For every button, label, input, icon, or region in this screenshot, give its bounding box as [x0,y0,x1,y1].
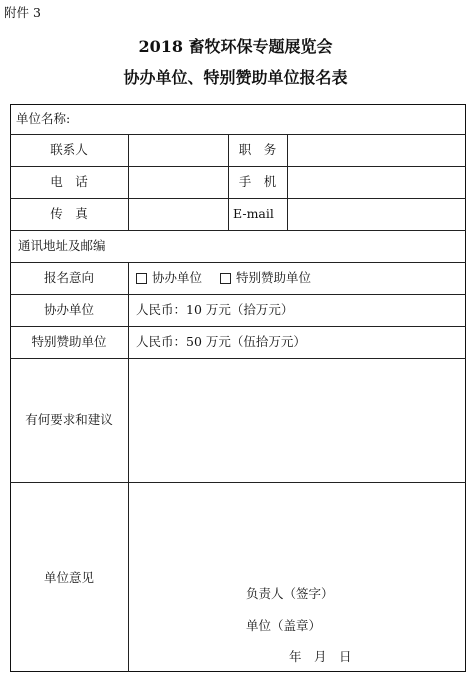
intent-label: 报名意向 [43,270,94,285]
row-divider [10,134,466,135]
row-divider [10,262,466,263]
co-host-option-label: 协办单位 [152,270,203,285]
mobile-label: 手 机 [238,174,277,189]
suggestions-field[interactable] [129,359,465,481]
phone-label: 电 话 [50,174,88,189]
opinion-field[interactable] [129,483,465,573]
co-host-label: 协办单位 [43,302,94,317]
address-label: 通讯地址及邮编 [18,238,106,253]
row-divider [10,166,466,167]
unit-name-label: 单位名称: [16,111,71,126]
email-label: E-mail [233,206,274,221]
sponsor-label: 特别赞助单位 [31,334,107,349]
date-label: 年 月 日 [289,649,352,664]
position-label: 职 务 [238,142,277,157]
sponsor-option-label: 特别赞助单位 [236,270,312,285]
responsible-signature-label: 负责人（签字） [246,586,334,601]
row-divider [10,198,466,199]
intent-options [136,270,311,288]
row-divider [10,230,466,231]
attachment-number: 附件 3 [4,5,41,20]
form-title-line1: 2018 畜牧环保专题展览会 [138,37,333,56]
sponsor-fee: 人民币：50 万元（伍拾万元） [136,334,306,349]
form-title-line2: 协办单位、特别赞助单位报名表 [123,68,348,87]
column-divider [287,134,288,230]
co-host-checkbox[interactable] [136,273,147,284]
suggestions-label: 有何要求和建议 [25,412,113,427]
contact-label: 联系人 [50,142,88,157]
unit-seal-label: 单位（盖章） [246,618,322,633]
row-divider [10,294,466,295]
fax-label: 传 真 [50,206,88,221]
co-host-option[interactable] [136,270,202,286]
sponsor-checkbox[interactable] [220,273,231,284]
sponsor-option[interactable] [220,270,311,286]
co-host-fee: 人民币：10 万元（拾万元） [136,302,294,317]
opinion-label: 单位意见 [43,570,94,585]
column-divider [128,134,129,230]
row-divider [10,326,466,327]
